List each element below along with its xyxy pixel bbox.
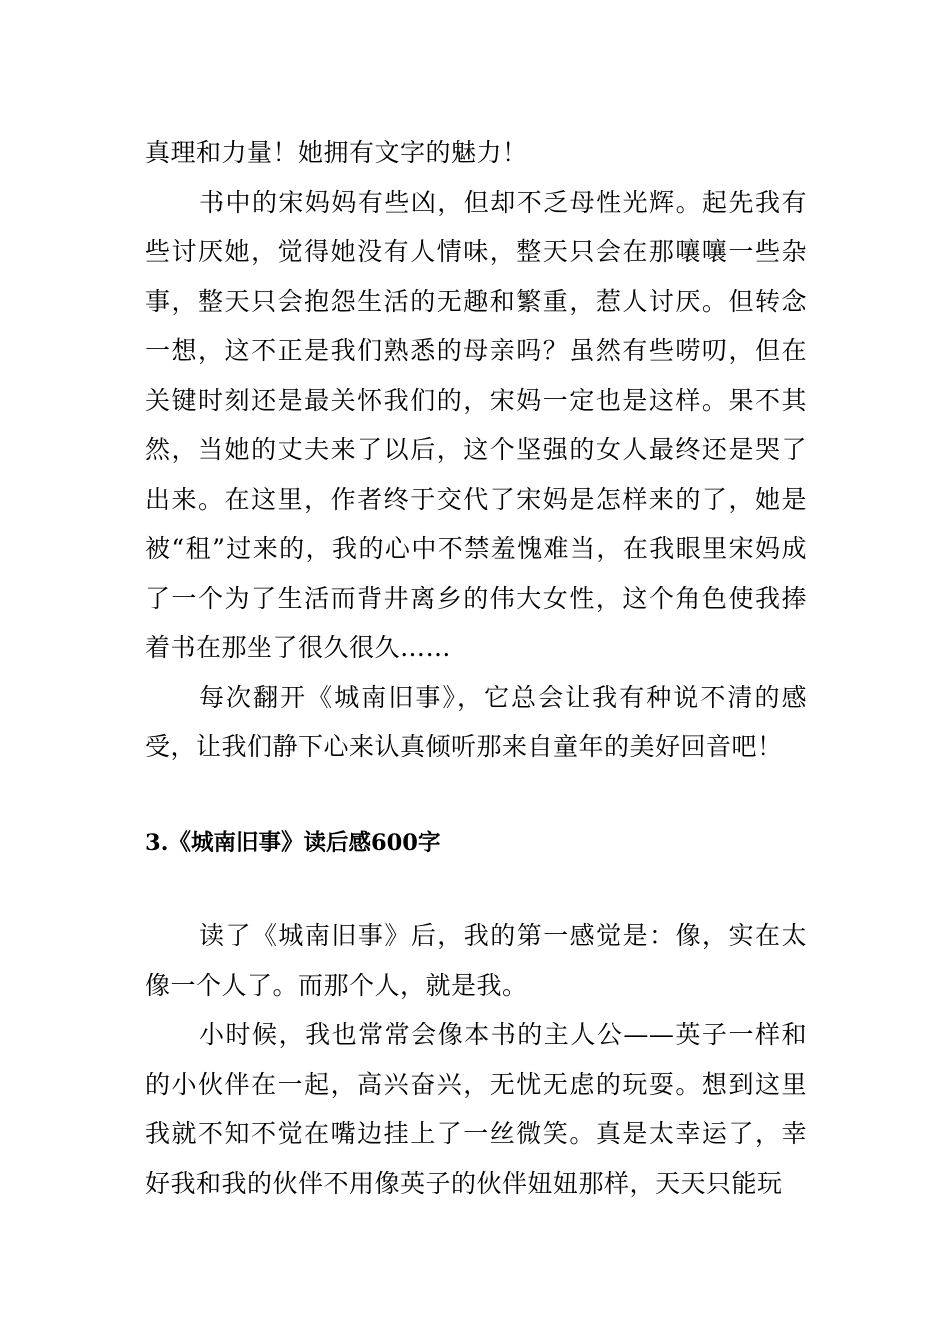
paragraph-childhood: 小时候，我也常常会像本书的主人公——英子一样和的小伙伴在一起，高兴奋兴，无忧无虑的玩耍。想到这里我就不知不觉在嘴边挂上了一丝微笑。真是太幸运了，幸好我和我的伙伴不用像英子的伙伴妞妞那样，天天只能玩 [145, 1020, 807, 1198]
paragraph-continuation: 真理和力量！她拥有文字的魅力！ [145, 138, 528, 167]
section-heading: 3.《城南旧事》读后感600字 [145, 829, 441, 856]
paragraph-song-ma: 书中的宋妈妈有些凶，但却不乏母性光辉。起先我有些讨厌她，觉得她没有人情味，整天只会在那嚷嚷一些杂事，整天只会抱怨生活的无趣和繁重，惹人讨厌。但转念一想，这不正是我们熟悉的母亲吗？虽然有些唠叨，但在关键时刻还是最关怀我们的，宋妈一定也是这样。果不其然，当她的丈夫来了以后，这个坚强的女人最终还是哭了出来。在这里，作者终于交代了宋妈是怎样来的了，她是被“租”过来的，我的心中不禁羞愧难当，在我眼里宋妈成了一个为了生活而背井离乡的伟大女性，这个角色使我捧着书在那坐了很久很久…… [145, 187, 807, 662]
document-page [145, 128, 807, 1208]
paragraph-closing: 每次翻开《城南旧事》，它总会让我有种说不清的感受，让我们静下心来认真倾听那来自童年的美好回音吧！ [145, 682, 807, 761]
paragraph-first-impression: 读了《城南旧事》后，我的第一感觉是：像，实在太像一个人了。而那个人，就是我。 [145, 921, 807, 1000]
